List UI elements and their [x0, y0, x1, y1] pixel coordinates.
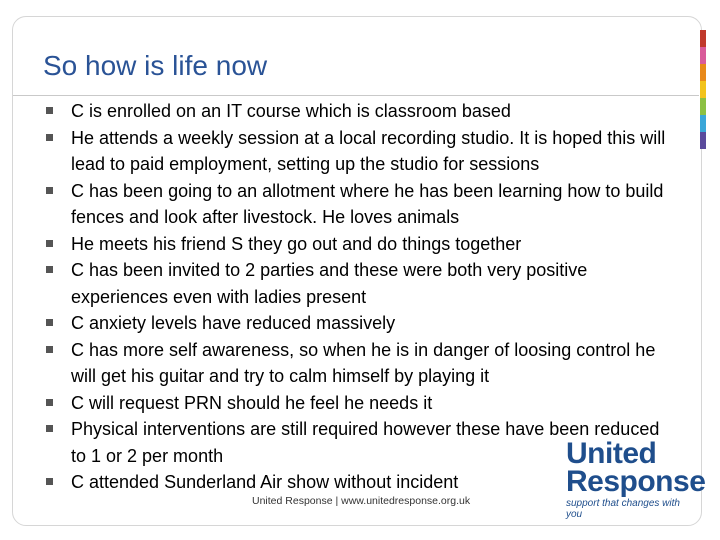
- color-bar-segment: [700, 47, 706, 64]
- bullet-item: [46, 310, 666, 337]
- bullet-marker-icon: [46, 346, 53, 353]
- bullet-marker-icon: [46, 266, 53, 273]
- logo-word-response: Response: [566, 465, 706, 498]
- united-response-logo: [566, 437, 706, 520]
- bullet-text: C has more self awareness, so when he is in danger of loosing control he will get his guitar and try to calm himself by playing it: [71, 339, 656, 386]
- bullet-text: Physical interventions are still required however these have been reduced to 1 or 2 per month: [71, 419, 660, 466]
- bullet-text: C has been going to an allotment where he has been learning how to build fences and look after livestock. He loves animals: [71, 180, 664, 227]
- bullet-text: C is enrolled on an IT course which is classroom based: [71, 101, 511, 121]
- title-divider: [13, 95, 699, 96]
- color-bar-segment: [700, 30, 706, 47]
- bullet-marker-icon: [46, 319, 53, 326]
- bullet-text: C has been invited to 2 parties and these were both very positive experiences even with ladies present: [71, 260, 588, 307]
- bullet-marker-icon: [46, 107, 53, 114]
- logo-word-united: United: [566, 437, 657, 470]
- bullet-item: [46, 178, 666, 231]
- bullet-marker-icon: [46, 399, 53, 406]
- bullet-text: He meets his friend S they go out and do things together: [71, 233, 522, 254]
- bullet-item: [46, 231, 666, 258]
- color-bar-segment: [700, 115, 706, 132]
- bullet-item: [46, 125, 666, 178]
- bullet-marker-icon: [46, 240, 53, 247]
- slide-title: So how is life now: [43, 50, 268, 81]
- bullet-marker-icon: [46, 187, 53, 194]
- bullet-list: [46, 98, 666, 496]
- logo-tagline: support that changes with you: [566, 498, 680, 520]
- bullet-text: C anxiety levels have reduced massively: [71, 313, 396, 333]
- color-bar-segment: [700, 81, 706, 98]
- bullet-item: [46, 98, 666, 125]
- footer-text: United Response | www.unitedresponse.org.uk: [252, 495, 471, 507]
- color-bar-segment: [700, 132, 706, 149]
- bullet-text: He attends a weekly session at a local recording studio. It is hoped this will lead to paid employment, setting up the studio for sessions: [71, 127, 666, 174]
- bullet-text: C attended Sunderland Air show without incident: [71, 472, 459, 492]
- bullet-text: C will request PRN should he feel he needs it: [71, 392, 433, 413]
- bullet-marker-icon: [46, 425, 53, 432]
- bullet-item: [46, 257, 666, 310]
- color-bar-segment: [700, 64, 706, 81]
- bullet-item: [46, 337, 666, 390]
- bullet-marker-icon: [46, 478, 53, 485]
- bullet-marker-icon: [46, 134, 53, 141]
- bullet-item: [46, 390, 666, 417]
- color-bar-segment: [700, 98, 706, 115]
